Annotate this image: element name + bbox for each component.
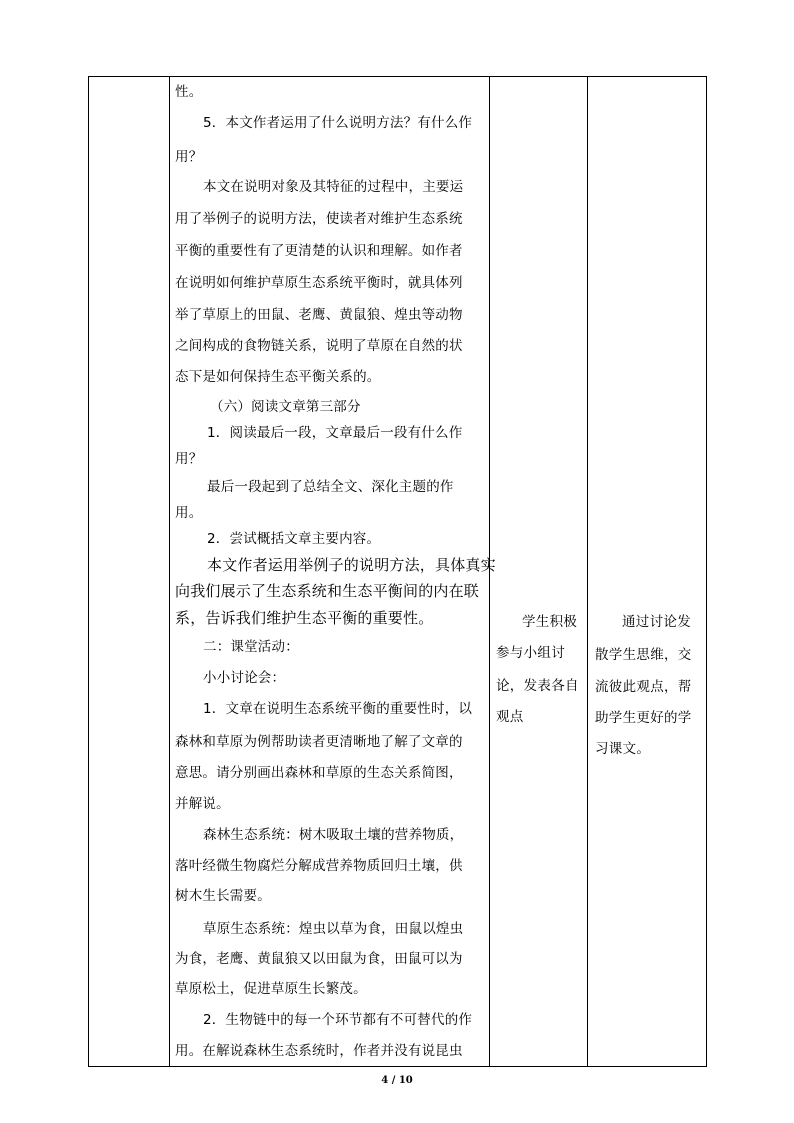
- text-line: 在说明如何维护草原生态系统平衡时，就具体列: [175, 275, 463, 291]
- text-line: 习课文。: [595, 741, 651, 757]
- design-intent-cell: [588, 77, 706, 1066]
- text-line: 小小讨论会：: [203, 670, 286, 686]
- text-line: 系，告诉我们维护生态平衡的重要性。: [175, 609, 434, 627]
- text-line: 向我们展示了生态系统和生态平衡间的内在联: [175, 582, 480, 600]
- text-line: 本文作者运用举例子的说明方法，具体真实: [207, 556, 496, 574]
- text-line: 1．文章在说明生态系统平衡的重要性时，以: [203, 701, 473, 717]
- text-line: 本文在说明对象及其特征的过程中，主要运: [203, 179, 464, 195]
- text-line: 森林和草原为例帮助读者更清晰地了解了文章的: [175, 734, 463, 750]
- text-line: 论，发表各自: [496, 678, 579, 694]
- text-line: 树木生长需要。: [175, 888, 271, 904]
- text-line: 2．尝试概括文章主要内容。: [207, 531, 381, 547]
- text-line: 用。在解说森林生态系统时，作者并没有说昆虫: [175, 1043, 463, 1059]
- text-line: 平衡的重要性有了更清楚的认识和理解。如作者: [175, 243, 463, 259]
- text-line: 最后一段起到了总结全文、深化主题的作: [207, 479, 454, 495]
- text-line: 散学生思维，交: [595, 647, 692, 663]
- text-line: 草原生态系统：煌虫以草为食，田鼠以煌虫: [203, 921, 464, 937]
- text-line: 意思。请分别画出森林和草原的生态关系简图，: [175, 765, 463, 781]
- text-line: 森林生态系统：树木吸取土壤的营养物质，: [203, 827, 464, 843]
- teaching-content-cell: [170, 77, 496, 1066]
- text-line: 5．本文作者运用了什么说明方法？有什么作: [203, 115, 473, 131]
- text-line: 二：课堂活动：: [203, 639, 299, 655]
- text-line: 观点: [496, 709, 524, 725]
- text-line: 通过讨论发: [622, 614, 691, 630]
- text-line: 用？: [175, 451, 203, 467]
- text-line: 学生积极: [522, 614, 578, 630]
- lesson-table: [88, 76, 707, 1067]
- text-line: 用？: [175, 149, 203, 165]
- student-activity-cell: [490, 77, 587, 1066]
- text-line: 举了草原上的田鼠、老鹰、黄鼠狼、煌虫等动物: [175, 307, 463, 323]
- text-line: 2．生物链中的每一个环节都有不可替代的作: [203, 1012, 473, 1028]
- text-line: 流彼此观点，帮: [595, 679, 692, 695]
- text-line: 草原松土，促进草原生长繁茂。: [175, 981, 367, 997]
- text-line: 助学生更好的学: [595, 710, 692, 726]
- text-line: 参与小组讨: [496, 645, 565, 661]
- text-line: 为食，老鹰、黄鼠狼又以田鼠为食，田鼠可以为: [175, 951, 463, 967]
- text-line: （六）阅读文章第三部分: [210, 399, 361, 415]
- page-number: 4 / 10: [381, 1075, 413, 1086]
- text-line: 落叶经微生物腐烂分解成营养物质回归土壤，供: [175, 858, 463, 874]
- text-line: 用了举例子的说明方法，使读者对维护生态系统: [175, 211, 463, 227]
- text-line: 并解说。: [175, 796, 230, 812]
- text-line: 性。: [175, 84, 203, 100]
- text-line: 1．阅读最后一段，文章最后一段有什么作: [207, 425, 463, 441]
- text-line: 态下是如何保持生态平衡关系的。: [175, 369, 381, 385]
- text-line: 用。: [175, 505, 203, 521]
- text-line: 之间构成的食物链关系，说明了草原在自然的状: [175, 338, 463, 354]
